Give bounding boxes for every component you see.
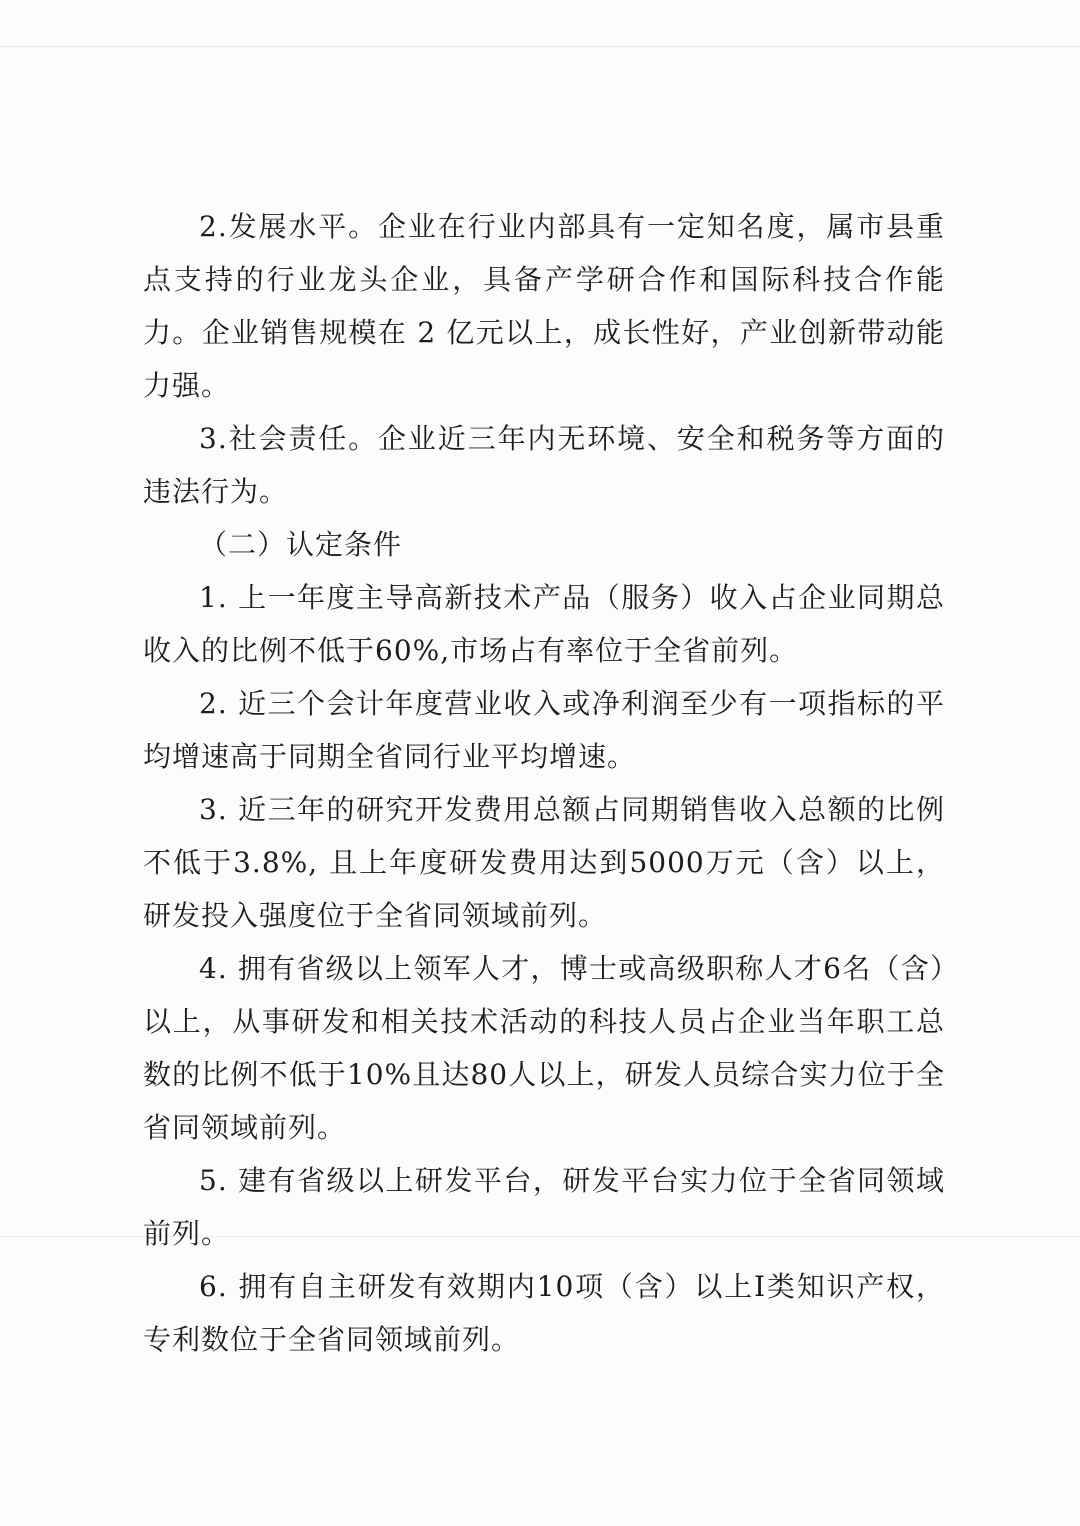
criterion-2: 2. 近三个会计年度营业收入或净利润至少有一项指标的平均增速高于同期全省同行业平均增速。 xyxy=(143,687,945,773)
paragraph-social-responsibility: 3.社会责任。企业近三年内无环境、安全和税务等方面的违法行为。 xyxy=(143,422,945,508)
section-heading-criteria: （二）认定条件 xyxy=(199,528,403,561)
criterion-4: 4. 拥有省级以上领军人才，博士或高级职称人才6名（含）以上，从事研发和相关技术活动的科技人员占企业当年职工总数的比例不低于10%且达80人以上，研发人员综合实力位于全省同领域前列。 xyxy=(143,952,945,1144)
paragraph-development-level: 2.发展水平。企业在行业内部具有一定知名度，属市县重点支持的行业龙头企业，具备产学研合作和国际科技合作能力。企业销售规模在 2 亿元以上，成长性好，产业创新带动能力强。 xyxy=(143,210,945,402)
document-body xyxy=(143,200,945,1366)
criterion-5: 5. 建有省级以上研发平台，研发平台实力位于全省同领域前列。 xyxy=(143,1164,945,1250)
criterion-6: 6. 拥有自主研发有效期内10项（含）以上I类知识产权，专利数位于全省同领域前列。 xyxy=(143,1270,945,1356)
criterion-1: 1. 上一年度主导高新技术产品（服务）收入占企业同期总收入的比例不低于60%,市场占有率位于全省前列。 xyxy=(143,581,945,667)
criterion-3: 3. 近三年的研究开发费用总额占同期销售收入总额的比例不低于3.8%, 且上年度研发费用达到5000万元（含）以上，研发投入强度位于全省同领域前列。 xyxy=(143,793,945,932)
scan-edge-line xyxy=(0,46,1080,47)
